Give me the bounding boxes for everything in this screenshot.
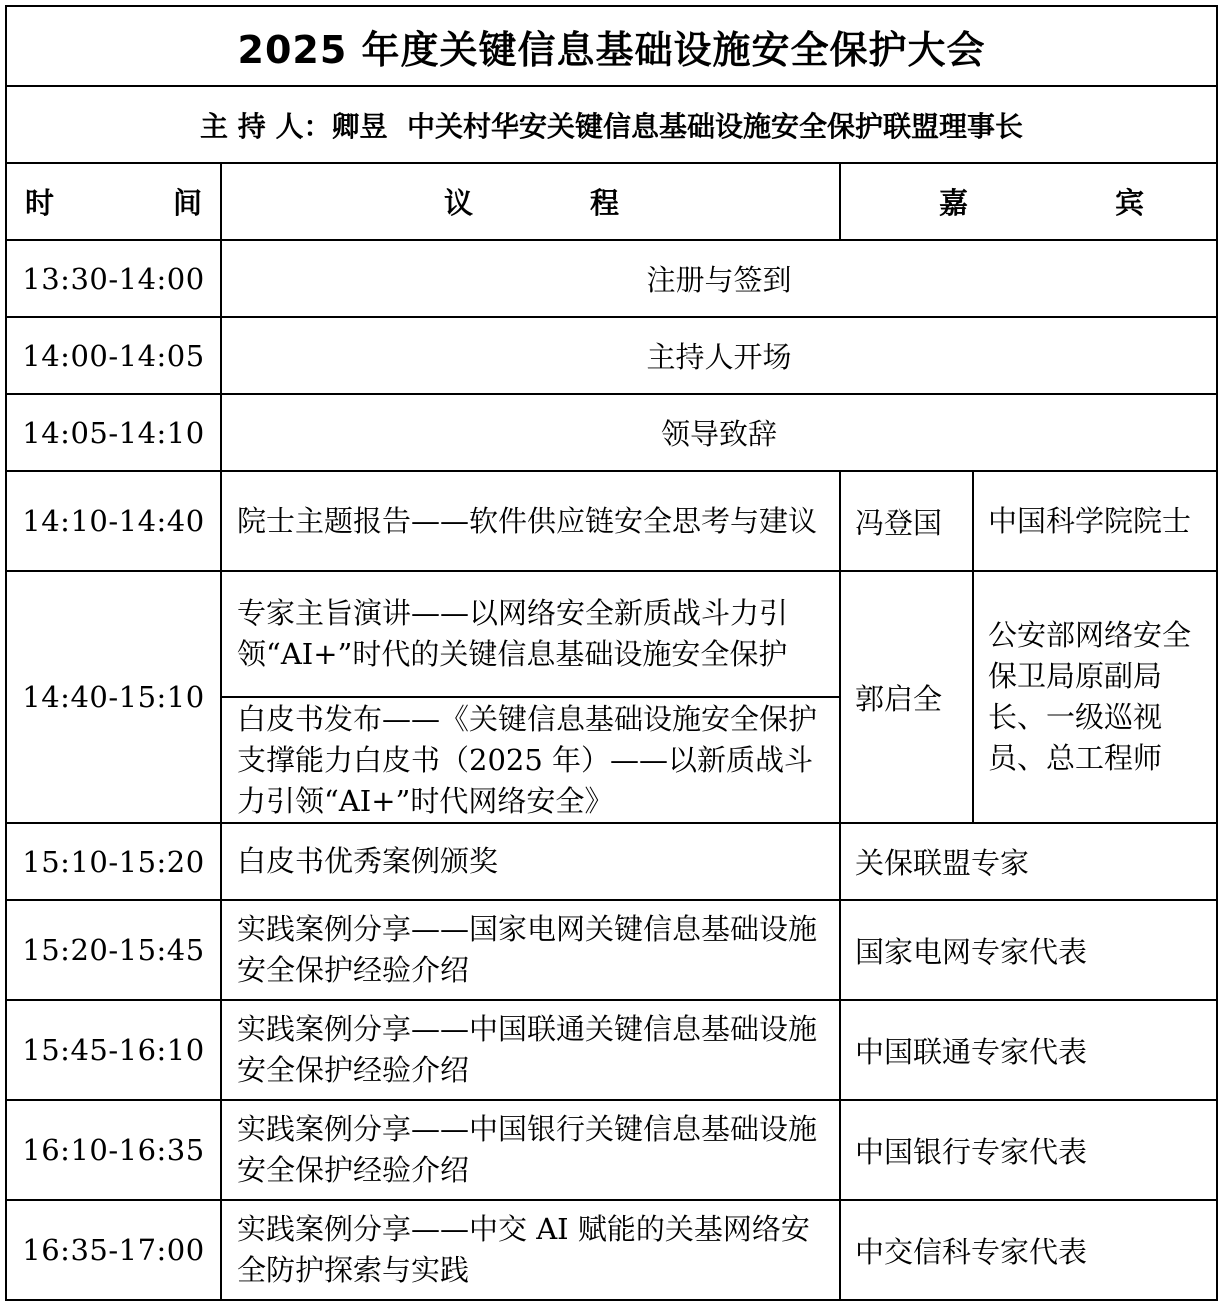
agenda-cell-whitepaper: 白皮书发布——《关键信息基础设施安全保护支撑能力白皮书（2025 年）——以新质战斗力引领“AI+”时代网络安全》 bbox=[221, 697, 840, 823]
guest-cell: 关保联盟专家 bbox=[840, 823, 1217, 900]
guest-title-cell: 公安部网络安全保卫局原副局长、一级巡视员、总工程师 bbox=[973, 571, 1217, 823]
header-agenda-char-1: 议 bbox=[444, 186, 474, 220]
time-cell: 13:30-14:00 bbox=[6, 240, 221, 317]
header-guest-char-1: 嘉 bbox=[939, 186, 969, 220]
guest-cell: 中国联通专家代表 bbox=[840, 1000, 1217, 1100]
header-agenda-char-2: 程 bbox=[589, 186, 619, 220]
table-row bbox=[6, 471, 1217, 571]
header-row bbox=[6, 163, 1217, 240]
table-row bbox=[6, 571, 1217, 697]
agenda-cell: 领导致辞 bbox=[221, 394, 1217, 471]
agenda-cell: 专家主旨演讲——以网络安全新质战斗力引领“AI+”时代的关键信息基础设施安全保护 bbox=[221, 571, 840, 697]
agenda-cell: 院士主题报告——软件供应链安全思考与建议 bbox=[221, 471, 840, 571]
time-cell: 16:10-16:35 bbox=[6, 1100, 221, 1200]
time-cell: 15:10-15:20 bbox=[6, 823, 221, 900]
time-cell: 15:20-15:45 bbox=[6, 900, 221, 1000]
guest-title-cell: 中国科学院院士 bbox=[973, 471, 1217, 571]
header-guest-char-2: 宾 bbox=[1114, 186, 1144, 220]
header-guest bbox=[840, 163, 1217, 240]
guest-name-cell: 冯登国 bbox=[840, 471, 973, 571]
page-title: 2025 年度关键信息基础设施安全保护大会 bbox=[6, 6, 1217, 86]
table-row bbox=[6, 900, 1217, 1000]
time-cell: 15:45-16:10 bbox=[6, 1000, 221, 1100]
table-row bbox=[6, 1000, 1217, 1100]
table-row bbox=[6, 394, 1217, 471]
table-row bbox=[6, 240, 1217, 317]
agenda-cell: 实践案例分享——中国银行关键信息基础设施安全保护经验介绍 bbox=[221, 1100, 840, 1200]
header-time-char-1: 时 bbox=[25, 186, 55, 220]
header-agenda bbox=[221, 163, 840, 240]
guest-name-cell: 郭启全 bbox=[840, 571, 973, 823]
time-cell: 14:05-14:10 bbox=[6, 394, 221, 471]
guest-cell: 国家电网专家代表 bbox=[840, 900, 1217, 1000]
time-cell: 16:35-17:00 bbox=[6, 1200, 221, 1300]
agenda-table bbox=[5, 5, 1218, 1301]
agenda-cell: 实践案例分享——中国联通关键信息基础设施安全保护经验介绍 bbox=[221, 1000, 840, 1100]
agenda-cell: 实践案例分享——国家电网关键信息基础设施安全保护经验介绍 bbox=[221, 900, 840, 1000]
guest-cell: 中交信科专家代表 bbox=[840, 1200, 1217, 1300]
host-line: 主 持 人：卿昱 中关村华安关键信息基础设施安全保护联盟理事长 bbox=[6, 86, 1217, 163]
time-cell: 14:10-14:40 bbox=[6, 471, 221, 571]
header-time bbox=[6, 163, 221, 240]
table-row bbox=[6, 823, 1217, 900]
guest-cell: 中国银行专家代表 bbox=[840, 1100, 1217, 1200]
table-row bbox=[6, 1100, 1217, 1200]
agenda-cell: 注册与签到 bbox=[221, 240, 1217, 317]
header-time-char-2: 间 bbox=[172, 186, 202, 220]
table-row bbox=[6, 1200, 1217, 1300]
agenda-cell: 实践案例分享——中交 AI 赋能的关基网络安全防护探索与实践 bbox=[221, 1200, 840, 1300]
agenda-cell: 主持人开场 bbox=[221, 317, 1217, 394]
agenda-cell: 白皮书优秀案例颁奖 bbox=[221, 823, 840, 900]
time-cell: 14:00-14:05 bbox=[6, 317, 221, 394]
table-row bbox=[6, 317, 1217, 394]
time-cell: 14:40-15:10 bbox=[6, 571, 221, 823]
